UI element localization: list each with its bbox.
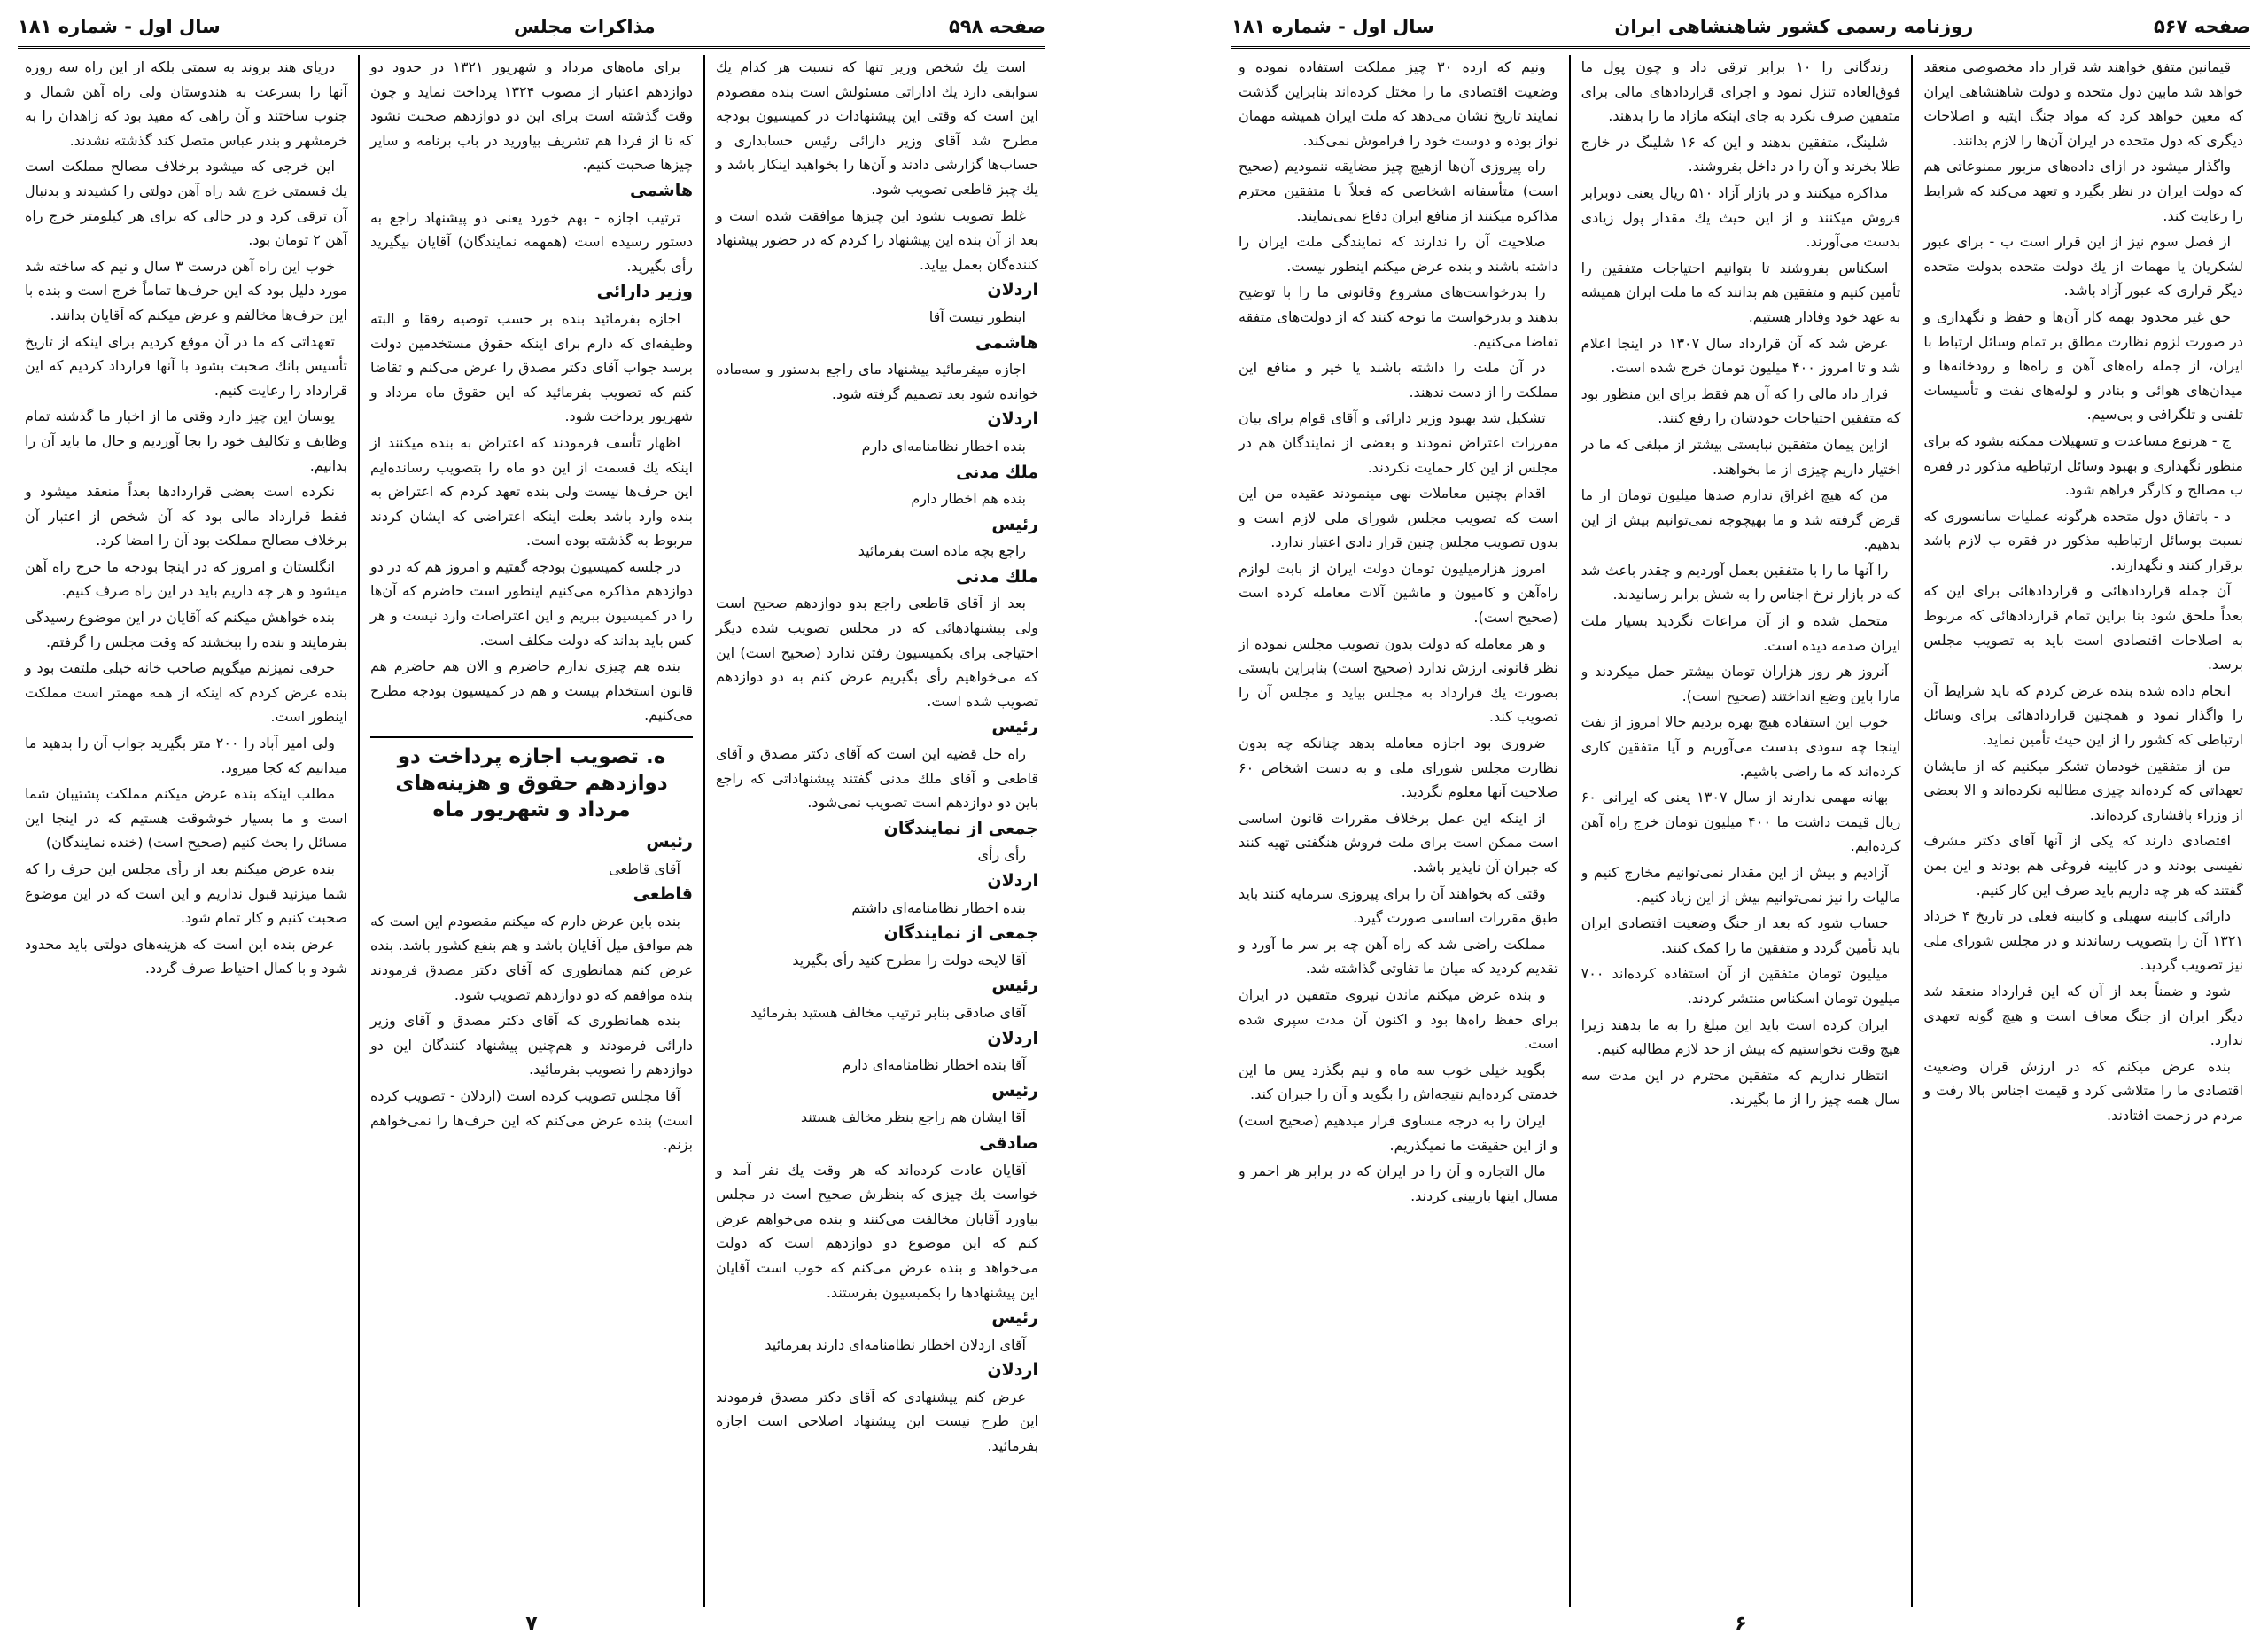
paragraph: بعد از آقای قاطعی راجع بدو دوازدهم صحیح است ولی پیشنهادهائی که در مجلس تصویب شده دیگر احتیاجی برای بکمیسیون رفتن ندارد (صحیح است) این که می‌خواهیم رأی بگیریم عرض کنم به دو دوازدهم تصویب شده است. — [716, 595, 1038, 710]
paragraph: حساب شود که بعد از جنگ وضعیت اقتصادی ایران باید تأمین گردد و متفقین ما را کمک کنند. — [1581, 914, 1901, 956]
paragraph: ایران را به درجه مساوی قرار میدهیم (صحیح است) و از این حقیقت ما نمیگذریم. — [1238, 1111, 1558, 1154]
left-page-header — [18, 7, 1045, 49]
paragraph: اینطور نیست آقا — [928, 307, 1026, 325]
speaker-name: هاشمی — [630, 180, 693, 200]
paragraph: بنده خواهش میکنم که آقایان در این موضوع رسیدگی بفرمایند و بنده را ببخشند که وقت مجلس را گرفتم. — [25, 609, 347, 650]
paragraph: آقا لایحه دولت را مطرح کنید رأی بگیرید — [792, 951, 1026, 969]
speaker-name: رئیس — [991, 1080, 1038, 1101]
speaker-name: اردلان — [987, 409, 1038, 430]
right-folio: ۶ — [1735, 1613, 1747, 1635]
paragraph: تشکیل شد بهبود وزیر دارائی و آقای قوام برای بیان مقررات اعتراض نمودند و بعضی از نمایندگان هم در مجلس از این کار حمایت نکردند. — [1238, 409, 1558, 476]
paragraph: را آنها ما را با متفقین بعمل آوردیم و چقدر باعث شد که در بازار نرخ اجناس را به شش برابر رسانیدند. — [1581, 561, 1901, 603]
speaker-name: رئیس — [991, 514, 1038, 534]
right-page-number: صفحه ۵۶۷ — [2153, 16, 2250, 37]
paragraph: عرض شد که آن قرارداد سال ۱۳۰۷ در اینجا اعلام شد و تا امروز ۴۰۰ میلیون تومان خرج شده است. — [1581, 334, 1901, 377]
paragraph: اقدام بچنین معاملات نهی مینمودند عقیده من این است که تصویب مجلس شورای ملی لازم است و بدون تصویب مجلس چنین قرار دادی اعتبار ندارد. — [1238, 485, 1558, 551]
text-column — [358, 55, 703, 1607]
left-page-number: صفحه ۵۹۸ — [948, 16, 1045, 37]
paragraph: بنده هم چیزی ندارم حاضرم و الان هم حاضرم هم قانون استخدام بیست و هم در کمیسیون بودجه مطرح می‌کنیم. — [370, 658, 693, 724]
paragraph: خوب این راه آهن درست ۳ سال و نیم که ساخته شد مورد دلیل بود که این حرف‌ها تماماً خرج است و بنده با این حرف‌ها مخالفم و عرض میکنم که آقایان بدانند. — [25, 257, 347, 323]
paragraph: و بنده عرض میکنم ماندن نیروی متفقین در ایران برای حفظ راه‌ها بود و اکنون آن مدت سپری شده است. — [1238, 985, 1558, 1053]
text-column — [1911, 55, 2254, 1607]
paragraph: یوسان این چیز دارد وقتی ما از اخبار ما گذشته تمام وظایف و تکالیف خود را بجا آوردیم و حال ما باید آن را بدانیم. — [25, 408, 347, 474]
speaker-name: رئیس — [991, 976, 1038, 996]
paragraph: بنده باین عرض دارم که میکنم مقصودم این است که هم موافق میل آقایان باشد و هم بنفع کشور باشد. بنده عرض کنم همانطوری که آقای دکتر مصدق فرمودند بنده موافقم که دو دوازدهم تصویب شود. — [370, 912, 693, 1003]
paragraph: واگذار میشود در ازای داده‌های مزبور ممنوعاتی هم که دولت ایران در نظر بگیرد و تعهد می‌کند که شرایط را رعایت کند. — [1923, 158, 2243, 224]
paragraph: انتظار نداریم که متفقین محترم در این مدت سه سال همه چیز را از ما بگیرند. — [1581, 1066, 1901, 1109]
paragraph: ونیم که ازده ۳۰ چیز مملکت استفاده نموده و وضعیت اقتصادی ما را مختل کرده‌اند بنابراین گذشت نمایند تاریخ نشان می‌دهد که ملت ایران همیشه مهمان نواز بوده و دوست خود را فراموش نمی‌کند. — [1238, 58, 1558, 149]
paragraph: بنده همانطوری که آقای دکتر مصدق و آقای وزیر دارائی فرمودند و هم‌چنین پیشنهاد کنندگان این دو دوازدهم را تصویب بفرمائید. — [370, 1012, 693, 1078]
page-gutter — [1063, 0, 1214, 1642]
speaker-name: رئیس — [991, 717, 1038, 737]
right-page-header — [1231, 7, 2250, 49]
speaker-name: وزیر دارائی — [596, 282, 693, 302]
speaker-name: ملك مدنی — [956, 462, 1038, 482]
paragraph: قیمانین متفق خواهند شد قرار داد مخصوصی منعقد خواهد شد مابین دول متحده و دولت شاهنشاهی ایران که معین خواهد کرد که مواد جنگ ایتیه و اصلاحات دیگری که دول متحده در ایران آن‌ها را لازم بدانند. — [1923, 58, 2243, 149]
paragraph: بنده اخطار نظامنامه‌ای دارم — [861, 437, 1026, 455]
paragraph: بنده اخطار نظامنامه‌ای داشتم — [851, 899, 1026, 916]
paragraph: بنده هم اخطار دارم — [911, 490, 1026, 508]
right-page-columns — [1228, 55, 2254, 1607]
speaker-name: هاشمی — [975, 332, 1038, 353]
paragraph: اقتصادی دارند که یکی از آنها آقای دکتر مشرف نفیسی بودند و در کابینه فروغی هم بودند و این بمن گفتند که هر چه داریم باید صرف این کار کنیم. — [1923, 832, 2243, 899]
paragraph: عرض بنده این است که هزینه‌های دولتی باید محدود شود و با کمال احتیاط صرف گردد. — [25, 935, 347, 977]
paragraph: زندگانی را ۱۰ برابر ترقی داد و چون پول ما فوق‌العاده تنزل نمود و اجرای قراردادهای مالی برای متفقین صرف نکرد به جای اینکه مازاد ما را بدهند. — [1581, 58, 1901, 125]
text-column — [1569, 55, 1912, 1607]
paragraph: من که هیچ اغراق ندارم صدها میلیون تومان از ما قرض گرفته شد و ما بهیچوجه نمی‌توانیم بیش از این بدهیم. — [1581, 486, 1901, 553]
paragraph: آقا ایشان هم راجع بنظر مخالف هستند — [800, 1109, 1026, 1126]
text-column — [1228, 55, 1569, 1607]
paragraph: آن جمله قراردادهائی و قراردادهائی برای این که بعداً ملحق شود بنا براین تمام قراردادهائی که مربوط به اصلاحات اقتصادی است باید به تصویب مجلس برسد. — [1923, 582, 2243, 673]
paragraph: بگوید خیلی خوب سه ماه و نیم بگذرد پس ما این خدمتی کرده‌ایم نتیجه‌اش را بگوید و آن را جبران کند. — [1238, 1061, 1558, 1103]
left-page — [0, 0, 1063, 1642]
paragraph: آقای قاطعی — [609, 860, 680, 877]
paragraph: ولی امیر آباد را ۲۰۰ متر بگیرید جواب آن را بدهید ما میدانیم که کجا میرود. — [25, 735, 347, 776]
left-section-title: مذاکرات مجلس — [514, 16, 656, 37]
paragraph: بنده عرض میکنم بعد از رأی مجلس این حرف را که شما میزنید قبول نداریم و این است که در این موضوع صحبت کنیم و کار تمام شود. — [25, 860, 347, 927]
paragraph: رأی رأی — [977, 846, 1026, 864]
left-issue-label: سال اول - شماره ۱۸۱ — [18, 16, 221, 37]
paragraph: از اینکه این عمل برخلاف مقررات قانون اساسی است ممکن است برای ملت فروش هنگفتی تهیه کنند که جبران آن ناپذیر باشد. — [1238, 809, 1558, 875]
paragraph: متحمل شده و از آن مراعات نگردید بسیار ملت ایران صدمه دیده است. — [1581, 612, 1901, 654]
paragraph: ضروری بود اجازه معامله بدهد چنانکه چه بدون نظارت مجلس شورای ملی و به دست اشخاص ۶۰ صلاحیت آنها معلوم نگردید. — [1238, 735, 1558, 801]
paragraph: نکرده است بعضی قراردادها بعداً منعقد میشود و فقط قرارداد مالی بود که آن شخص از اعتبار آن برخلاف مصالح مملکت بود آن را امضا کرد. — [25, 483, 347, 549]
paragraph: آقایان عادت کرده‌اند که هر وقت یك نفر آمد و خواست یك چیزی که بنظرش صحیح است در مجلس بیاورد آقایان مخالفت می‌کنند و بنده می‌خواهم عرض کنم که این موضوع دو دوازدهم است که دولت می‌خواهد و بنده عرض می‌کنم که خوب است آقایان این پیشنهادها را بکمیسیون بفرستند. — [716, 1161, 1038, 1301]
right-page — [1214, 0, 2268, 1642]
paragraph: دریای هند بروند به سمتی بلکه از این راه سه روزه آنها را بسرعت به هندوستان ولی راه آهن شمال و جنوب ساختند و آن راهی که مقید بود که زاهدان را به خرمشهر و بندر عباس متصل کند گذشته نشدند. — [25, 58, 347, 149]
speaker-name: اردلان — [987, 1028, 1038, 1048]
paragraph: را بدرخواست‌های مشروع وقانونی ما را با توضیح بدهند و بدرخواست ما توجه کنند که از دولت‌های متفقه تقاضا می‌کنیم. — [1238, 284, 1558, 350]
speaker-name: اردلان — [987, 280, 1038, 300]
paragraph: تعهداتی که ما در آن موقع کردیم برای اینکه از تاریخ تأسیس بانك صحبت بشود با آنها قرارداد کردیم که این قرارداد را رعایت کنیم. — [25, 332, 347, 399]
left-page-columns — [14, 55, 1049, 1607]
speaker-name: ملك مدنی — [956, 566, 1038, 587]
right-publication-title: روزنامه رسمی کشور شاهنشاهی ایران — [1614, 16, 1974, 37]
paragraph: انگلستان و امروز که در اینجا بودجه ما خرج راه آهن میشود و هر چه داریم باید در این راه صرف کنیم. — [25, 557, 347, 600]
paragraph: من از متفقین خودمان تشکر میکنیم که از مایشان تعهداتی که کرده‌اند چیزی مطالبه نکرده‌اند و الا بعضی از وزراء پافشاری کرده‌اند. — [1923, 757, 2243, 823]
paragraph: مال التجاره و آن را در ایران که در برابر هر احمر و مسال اینها بازبینی کردند. — [1238, 1163, 1558, 1204]
paragraph: این خرجی که میشود برخلاف مصالح مملکت است یك قسمتی خرج شد راه آهن دولتی را کشیدند و بدنبال آن ترقی کرد و در حالی که برای هر کیلومتر خرج راه آهن ۲ تومان بود. — [25, 158, 347, 249]
paragraph: دارائی کابینه سهیلی و کابینه فعلی در تاریخ ۴ خرداد ۱۳۲۱ آن را بتصویب رساندند و در مجلس شورای ملی نیز تصویب گردید. — [1923, 907, 2243, 974]
paragraph: آنروز هر روز هزاران تومان بیشتر حمل میکردند و مارا باین وضع انداختند (صحیح است). — [1581, 663, 1901, 704]
section-heading: ه. تصویب اجازه پرداخت دو دوازدهم حقوق و هزینه‌های مرداد و شهریور ماه — [370, 736, 693, 823]
paragraph: در آن ملت را داشته باشند یا خیر و منافع این مملکت را از دست ندهند. — [1238, 359, 1558, 401]
paragraph: بهانه مهمی ندارند از سال ۱۳۰۷ یعنی که ایرانی ۶۰ ریال قیمت داشت ما ۴۰۰ میلیون تومان خرج راه آهن کرده‌ایم. — [1581, 789, 1901, 855]
paragraph: انجام داده شده بنده عرض کردم که باید شرایط آن را واگذار نمود و همچنین قراردادهائی برای وسائل ارتباطی که کشور را از این حیث تأمین نماید. — [1923, 681, 2243, 749]
paragraph: برای ماه‌های مرداد و شهریور ۱۳۲۱ در حدود دو دوازدهم اعتبار از مصوب ۱۳۲۴ پرداخت نماید و چون وقت گذشته است برای این دو دوازدهم صحبت نشود که تا از فردا هم تشریف بیاورید در باب برنامه و سایر چیزها صحبت کنیم. — [370, 58, 693, 174]
paragraph: وقتی که بخواهند آن را برای پیروزی سرمایه کنند باید طبق مقررات اساسی صورت گیرد. — [1238, 884, 1558, 927]
paragraph: غلط تصویب نشود این چیزها موافقت شده است و بعد از آن بنده این پیشنهاد را کردم که در حضور پیشنهاد کننده‌گان بعمل بیاید. — [716, 206, 1038, 273]
paragraph: ازاین پیمان متفقین نبایستی بیشتر از مبلغی که ما در اختیار داریم چیزی از ما بخواهند. — [1581, 435, 1901, 478]
speaker-name: قاطعی — [633, 884, 693, 905]
speaker-name: جمعی از نمایندگان — [883, 818, 1038, 838]
speaker-name: جمعی از نمایندگان — [883, 923, 1038, 944]
speaker-name: رئیس — [991, 1308, 1038, 1328]
paragraph: ترتیب اجازه - بهم خورد یعنی دو پیشنهاد راجع به دستور رسیده است (همهمه نمایندگان) آقایان بیگیرید رأی بگیرید. — [370, 208, 693, 275]
paragraph: عرض کنم پیشنهادی که آقای دکتر مصدق فرمودند این طرح نیست این پیشنهاد اصلاحی است اجازه بفرمائید. — [716, 1388, 1038, 1455]
paragraph: است یك شخص وزیر تنها كه نسبت هر كدام یك سوابقی دارد یك اداراتی مسئولش است بنده مقصودم این است كه وقتی این پیشنهادات در كمیسیون بودجه مطرح شد آقای وزیر دارائی رئیس حسابداری و حساب‌ها گزارشی دادند و آن‌ها را بخواهید اینکار باشد و یك چیز قاطعی تصویب شود. — [716, 58, 1038, 198]
paragraph: آزادیم و بیش از این مقدار نمی‌توانیم مخارج کنیم و مالیات را نیز نمی‌توانیم بیش از این زیاد کنیم. — [1581, 864, 1901, 906]
speaker-name: صادقی — [979, 1132, 1038, 1153]
paragraph: امروز هزارمیلیون تومان دولت ایران از بابت لوازم راه‌آهن و کامیون و ماشین آلات معامله کرده است (صحیح است). — [1238, 559, 1558, 626]
paragraph: د - باتفاق دول متحده هرگونه عملیات سانسوری که نسبت بوسائل ارتباطیه مذکور در فقره ب لازم باشد برقرار کنند و نگهدارند. — [1923, 507, 2243, 573]
paragraph: آقا مجلس تصویب کرده است (اردلان - تصویب کرده است) بنده عرض می‌کنم که این حرف‌ها را نمی‌خواهم بزنم. — [370, 1086, 693, 1154]
paragraph: بنده عرض میکنم که در ارزش قران وضعیت اقتصادی ما را متلاشی کرد و قیمت اجناس بالا رفت و مردم در زحمت افتادند. — [1923, 1057, 2243, 1124]
paragraph: مذاکره میکنند و در بازار آزاد ۵۱۰ ریال یعنی دوبرابر فروش میکنند و از این حیث یك مقدار پول زیادی بدست می‌آورند. — [1581, 183, 1901, 251]
paragraph: آقا بنده اخطار نظامنامه‌ای دارم — [842, 1056, 1026, 1074]
paragraph: قرار داد مالی را که آن هم فقط برای این منظور بود که متفقین احتیاجات خودشان را رفع کنند. — [1581, 385, 1901, 427]
paragraph: راجع بچه ماده است بفرمائید — [858, 542, 1026, 560]
paragraph: خوب این استفاده هیچ بهره بردیم حالا امروز از نفت اینجا چه سودی بدست می‌آوریم و آیا متفقین کاری کرده‌اند که ما راضی باشیم. — [1581, 713, 1901, 780]
paragraph: راه پیروزی آن‌ها ازهیچ چیز مضایقه ننمودیم (صحیح است) متأسفانه اشخاصی که فعلاً با متفقین محترم مذاکره میکنند از منافع ایران دفاع نمی‌نمایند. — [1238, 158, 1558, 224]
speaker-name: اردلان — [987, 871, 1038, 891]
paragraph: آقای اردلان اخطار نظامنامه‌ای دارند بفرمائید — [765, 1335, 1026, 1353]
speaker-name: اردلان — [987, 1360, 1038, 1381]
left-folio: ۷ — [525, 1613, 538, 1635]
paragraph: راه حل قضیه این است که آقای دکتر مصدق و آقای قاطعی و آقای ملك مدنی گفتند پیشنهاداتی که راجع باین دو دوازدهم است تصویب نمی‌شود. — [716, 745, 1038, 812]
paragraph: از فصل سوم نیز از این قرار است ب - برای عبور لشکریان یا مهمات از یك دولت متحده بدولت متحده دیگر قراری که عبور آزاد باشد. — [1923, 233, 2243, 300]
speaker-name: رئیس — [646, 832, 693, 852]
paragraph: مطلب اینکه بنده عرض میکنم مملکت پشتیبان شما است و ما بسیار خوشوقت هستیم که در اینجا این مسائل را بحث کنیم (صحیح است) (خنده نمایندگان) — [25, 785, 347, 852]
paragraph: مملکت راضی شد که راه آهن چه بر سر ما آورد و تقدیم کردید که میان ما تفاوتی گذاشته شد. — [1238, 935, 1558, 977]
paragraph: حرفی نمیزنم میگویم صاحب خانه خیلی ملتفت بود و بنده عرض کردم که اینکه از همه مهمتر است مملکت اینطور است. — [25, 659, 347, 726]
right-issue-label: سال اول - شماره ۱۸۱ — [1231, 16, 1434, 37]
paragraph: ج - هرنوع مساعدت و تسهیلات ممکنه بشود که برای منظور نگهداری و بهبود وسائل ارتباطیه مذکور در فقره ب مصالح و کارگر فراهم شود. — [1923, 432, 2243, 499]
paragraph: اسکناس بفروشند تا بتوانیم احتیاجات متفقین را تأمین کنیم و متفقین هم بدانند که ما ملت ایران همیشه به عهد خود وفادار هستیم. — [1581, 259, 1901, 325]
text-column — [14, 55, 358, 1607]
paragraph: شلینگ، متفقین بدهند و این که ۱۶ شلینگ در خارج طلا بخرند و آن را در داخل بفروشند. — [1581, 133, 1901, 175]
paragraph: و هر معامله که دولت بدون تصویب مجلس نموده از نظر قانونی ارزش ندارد (صحیح است) بنابراین بایستی بصورت یك قرارداد به مجلس بیاید و مجلس آن را تصویب کند. — [1238, 634, 1558, 726]
paragraph: اجازه میفرمائید پیشنهاد مای راجع بدستور و سه‌ماده خوانده شود بعد تصمیم گرفته شود. — [716, 361, 1038, 402]
paragraph: اجازه بفرمائید بنده بر حسب توصیه رفقا و البته وظیفه‌ای که دارم برای اینکه حقوق مستخدمین دولت برسد جواب آقای دکتر مصدق را عرض می‌کنم و تقاضا کنم که تصویب بفرمائید که این حقوق ماه مرداد و شهریور پرداخت شود. — [370, 309, 693, 425]
paragraph: میلیون تومان متفقین از آن استفاده کرده‌اند ۷۰۰ میلیون تومان اسکناس منتشر کردند. — [1581, 965, 1901, 1007]
paragraph: صلاحیت آن را ندارند که نمایندگی ملت ایران را داشته باشند و بنده عرض میکنم اینطور نیست. — [1238, 233, 1558, 275]
paragraph: حق غیر محدود بهمه کار آن‌ها و حفظ و نگهداری و در صورت لزوم نظارت مطلق بر تمام وسائل ارتباط با ایران، از جمله راه‌های آهن و راه‌ها و رودخانه‌ها و میدان‌های هوائی و بنادر و لوله‌های نفت و تأسیسات تلفنی و تلگرافی و بی‌سیم. — [1923, 307, 2243, 424]
paragraph: شود و ضمناً بعد از آن که این قرارداد منعقد شد دیگر ایران از جنگ معاف است و هیچ گونه تعهدی ندارد. — [1923, 982, 2243, 1049]
paragraph: در جلسه کمیسیون بودجه گفتیم و امروز هم که در دو دوازدهم مذاکره می‌کنیم اینطور است حاضرم که آن‌ها را در کمیسیون ببریم و این اعتراضات وارد نیست و هر کس باید بداند که دولت مکلف است. — [370, 557, 693, 649]
paragraph: اظهار تأسف فرمودند که اعتراض به بنده میکنند از اینکه یك قسمت از این دو ماه را بتصویب رسانده‌ایم این حرف‌ها نیست ولی بنده تعهد کردم که اعتراض به بنده وارد باشد بعلت اینکه اعتراضی که ایشان کردند مربوط به گذشته بوده است. — [370, 433, 693, 549]
text-column — [703, 55, 1049, 1607]
paragraph: ایران کرده است باید این مبلغ را به ما بدهند زیرا هیچ وقت نخواستیم که بیش از حد لازم مطالبه کنیم. — [1581, 1016, 1901, 1058]
paragraph: آقای صادقی بنابر ترتیب مخالف هستید بفرمائید — [750, 1003, 1026, 1021]
